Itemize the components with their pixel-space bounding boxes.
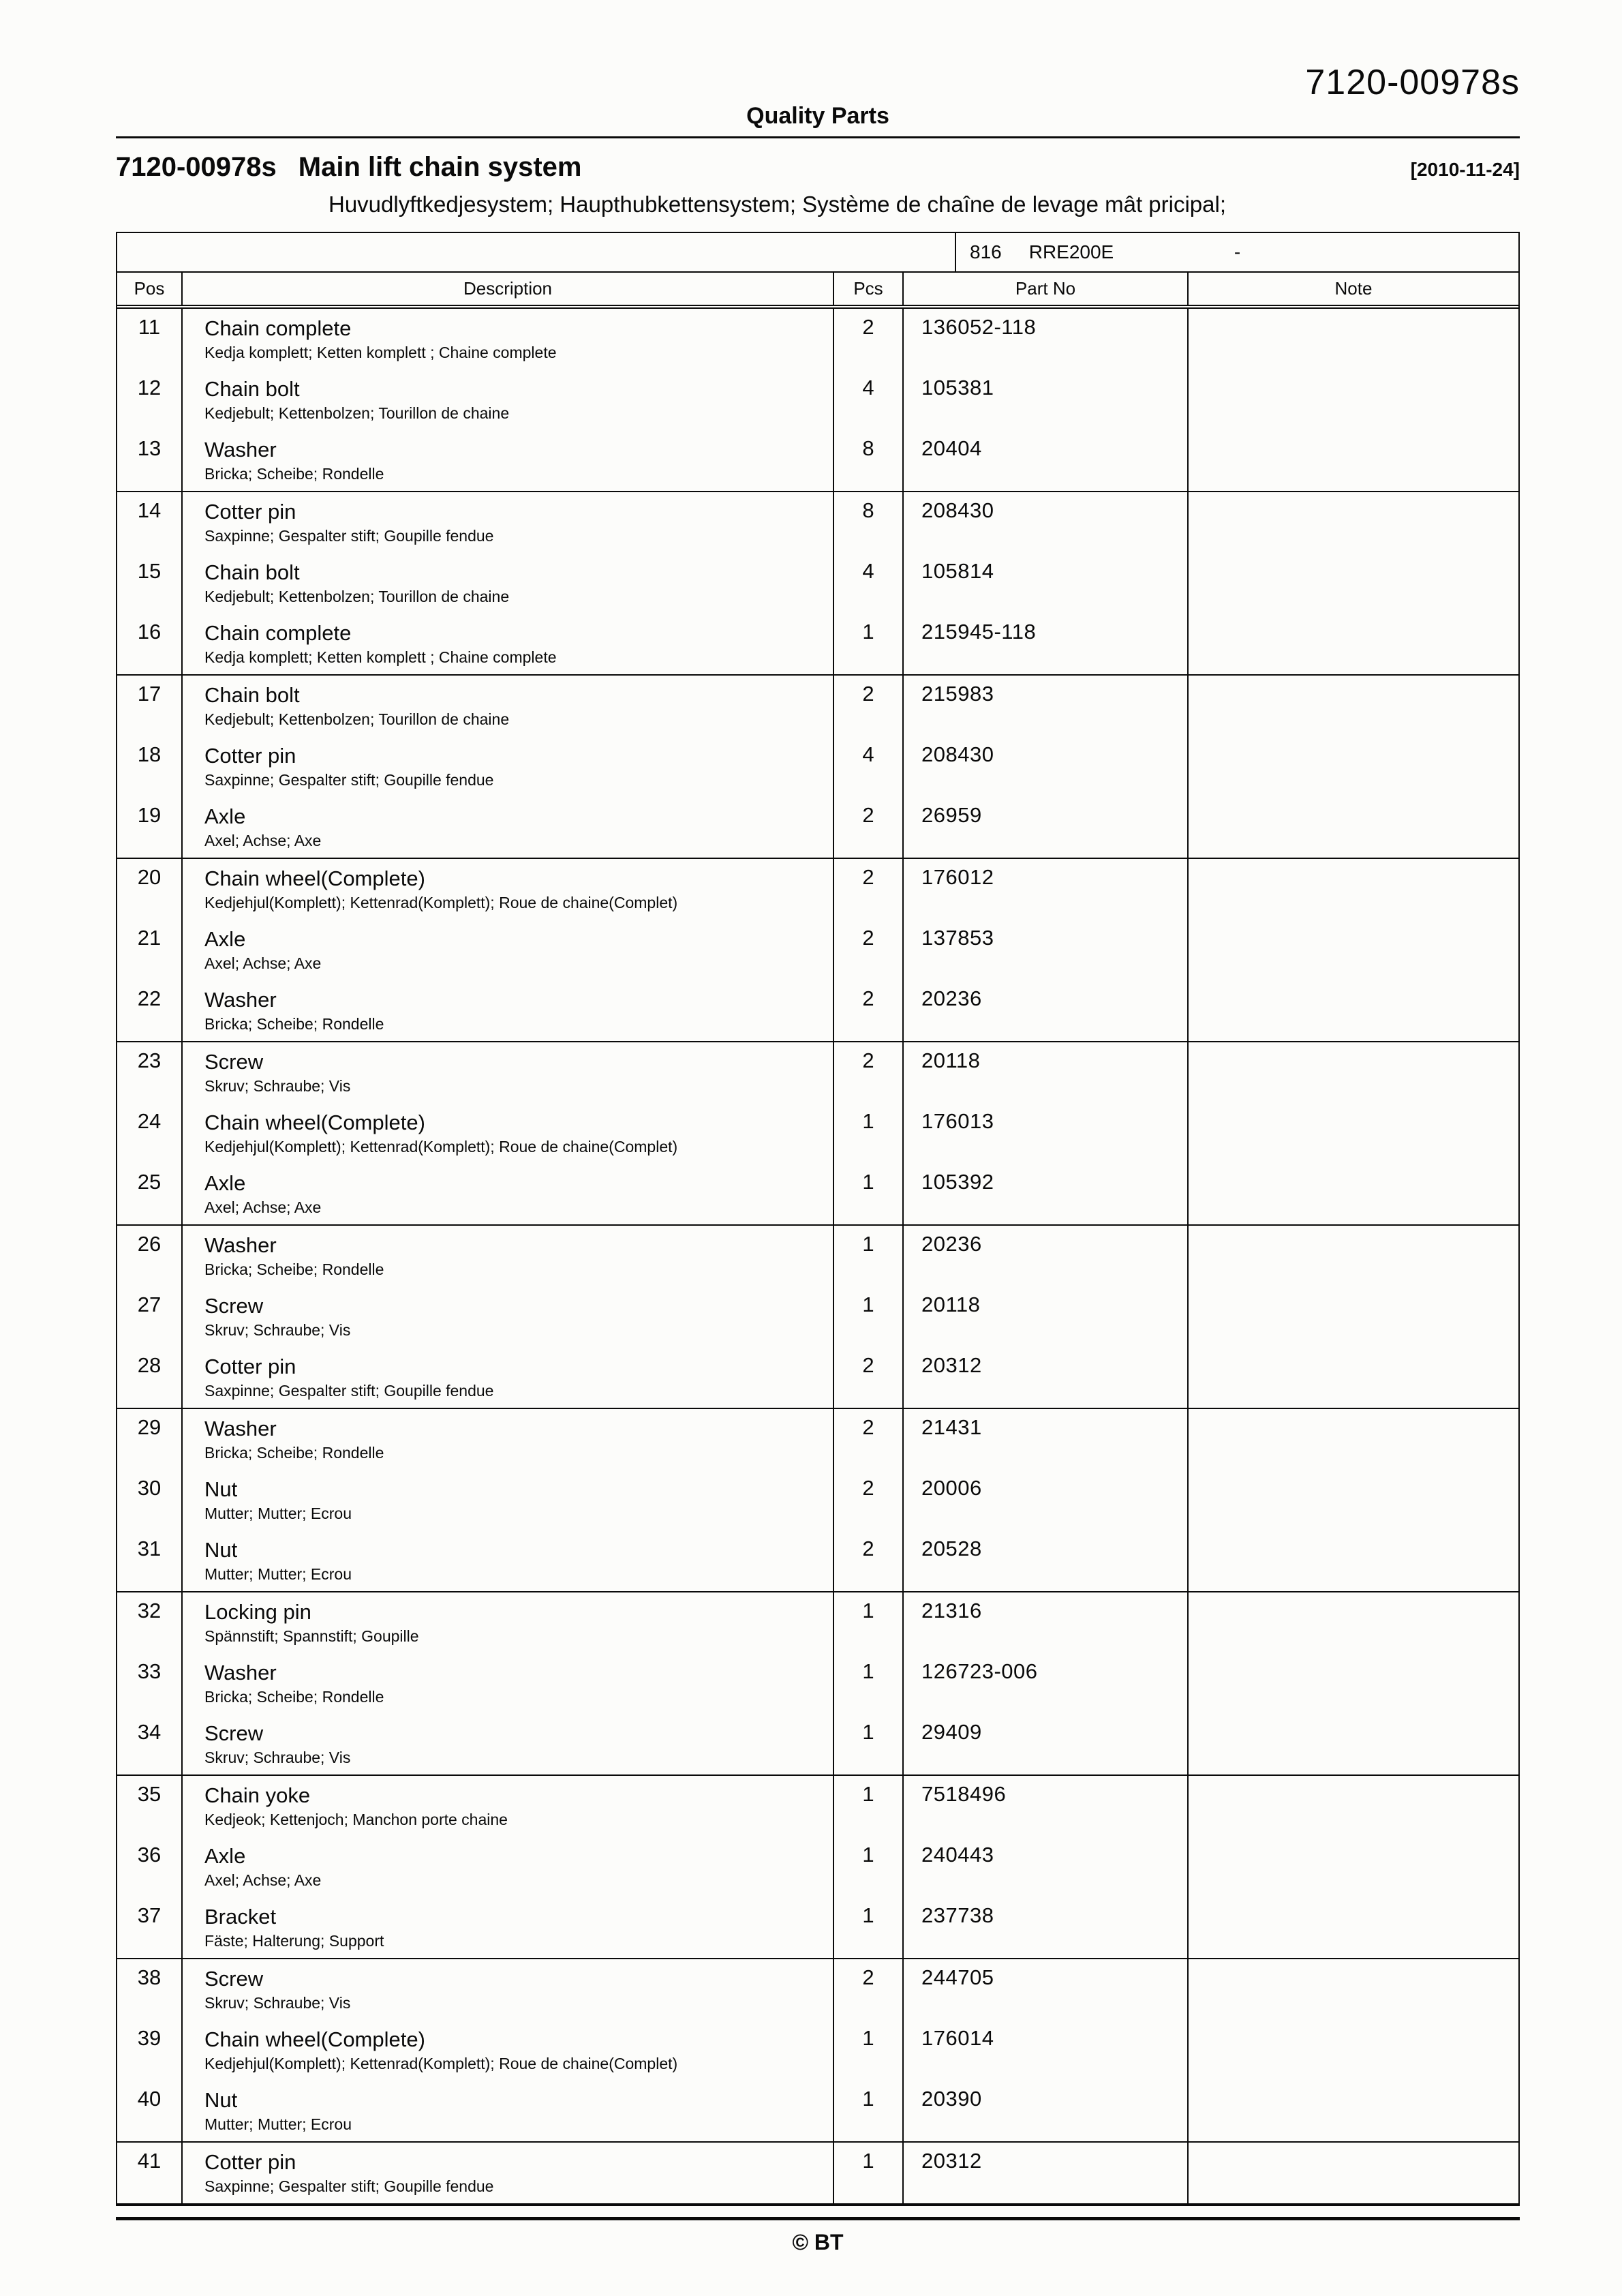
row-description-translations: Bricka; Scheibe; Rondelle xyxy=(204,1444,384,1462)
row-pos: 24 xyxy=(137,1109,162,1133)
row-note xyxy=(1188,1042,1518,1103)
row-description xyxy=(182,1286,833,1347)
row-pos: 22 xyxy=(117,980,182,1042)
row-description-translations: Axel; Achse; Axe xyxy=(204,832,322,849)
table-row xyxy=(117,1837,1518,1897)
row-pcs: 2 xyxy=(833,1042,903,1103)
header-rule xyxy=(116,136,1520,138)
row-pcs: 2 xyxy=(833,980,903,1042)
row-description xyxy=(182,1897,833,1959)
row-part-no: 7518496 xyxy=(903,1775,1188,1837)
row-pcs: 1 xyxy=(833,1897,903,1959)
page-content xyxy=(116,0,1520,2255)
row-description xyxy=(182,1470,833,1530)
row-pcs: 8 xyxy=(833,430,903,492)
row-description xyxy=(182,675,833,736)
row-pos: 26 xyxy=(137,1232,162,1256)
row-part-no: 20236 xyxy=(903,1225,1188,1286)
row-pos: 16 xyxy=(117,614,182,675)
row-pos: 28 xyxy=(117,1347,182,1408)
row-note xyxy=(1188,1714,1518,1775)
row-pcs: 1 xyxy=(833,1225,903,1286)
row-description-translations: Bricka; Scheibe; Rondelle xyxy=(204,1688,384,1706)
row-description-main: Nut xyxy=(204,2088,238,2112)
row-pos: 17 xyxy=(137,682,162,706)
row-description-main: Screw xyxy=(204,1967,264,1991)
row-pos: 27 xyxy=(137,1293,162,1316)
table-row xyxy=(117,1470,1518,1530)
row-part-no: 29409 xyxy=(903,1714,1188,1775)
row-description xyxy=(182,1530,833,1592)
row-pos: 34 xyxy=(117,1714,182,1775)
row-part-no: 237738 xyxy=(903,1897,1188,1959)
row-description xyxy=(182,430,833,492)
row-note xyxy=(1188,1775,1518,1837)
row-note xyxy=(1188,1530,1518,1592)
row-description-translations: Skruv; Schraube; Vis xyxy=(204,1321,351,1339)
row-description-main: Chain wheel(Complete) xyxy=(204,2027,425,2051)
row-part-no: 20236 xyxy=(903,980,1188,1042)
row-description-translations: Spännstift; Spannstift; Goupille xyxy=(204,1627,419,1645)
row-pos: 15 xyxy=(137,559,162,583)
row-pos: 32 xyxy=(137,1599,162,1622)
table-row xyxy=(117,920,1518,980)
row-pos: 39 xyxy=(137,2026,162,2050)
row-description-main: Chain complete xyxy=(204,316,352,340)
table-row xyxy=(117,1959,1518,2020)
multilingual-subtitle: Huvudlyftkedjesystem; Haupthubkettensystem; Système de chaîne de levage mât pricipal; xyxy=(328,192,1227,217)
row-note xyxy=(1188,492,1518,553)
row-note xyxy=(1188,307,1518,369)
row-part-no: 20006 xyxy=(903,1470,1188,1530)
row-note xyxy=(1188,614,1518,675)
row-description xyxy=(182,1164,833,1225)
row-part-no: 176014 xyxy=(903,2020,1188,2081)
row-description xyxy=(182,369,833,430)
parts-table-grid xyxy=(117,273,1518,2205)
table-header xyxy=(117,273,1518,307)
row-pcs: 2 xyxy=(833,1470,903,1530)
row-pcs: 4 xyxy=(833,736,903,797)
row-part-no: 20312 xyxy=(903,2142,1188,2204)
row-part-no: 215945-118 xyxy=(903,614,1188,675)
row-description-main: Axle xyxy=(204,1171,246,1195)
row-pos: 12 xyxy=(137,376,162,399)
row-description-translations: Mutter; Mutter; Ecrou xyxy=(204,1565,352,1583)
row-description-translations: Bricka; Scheibe; Rondelle xyxy=(204,1260,384,1278)
table-row xyxy=(117,2081,1518,2142)
table-row xyxy=(117,1653,1518,1714)
table-row xyxy=(117,1042,1518,1103)
row-description-main: Chain bolt xyxy=(204,683,300,707)
row-pcs: 2 xyxy=(833,1959,903,2020)
row-description-main: Washer xyxy=(204,438,277,462)
row-description-translations: Saxpinne; Gespalter stift; Goupille fendue xyxy=(204,771,494,789)
row-pcs: 1 xyxy=(833,1592,903,1653)
row-part-no: 105814 xyxy=(903,553,1188,614)
row-description xyxy=(182,2142,833,2204)
row-description-translations: Bricka; Scheibe; Rondelle xyxy=(204,465,384,483)
row-description-translations: Kedjehjul(Komplett); Kettenrad(Komplett); Roue de chaine(Complet) xyxy=(204,894,678,911)
row-pos: 35 xyxy=(137,1782,162,1806)
column-header-pos: Pos xyxy=(117,273,182,307)
row-description-main: Axle xyxy=(204,1844,246,1868)
title-row xyxy=(116,152,1520,183)
row-pos: 29 xyxy=(137,1415,162,1439)
row-pos: 33 xyxy=(137,1659,162,1683)
row-pcs: 2 xyxy=(833,1530,903,1592)
row-part-no: 21431 xyxy=(903,1408,1188,1470)
row-pcs: 8 xyxy=(833,492,903,553)
row-note xyxy=(1188,2142,1518,2204)
row-pos: 11 xyxy=(138,315,161,339)
table-row xyxy=(117,1592,1518,1653)
row-pos: 30 xyxy=(137,1476,162,1500)
row-description-main: Bracket xyxy=(204,1905,277,1929)
row-part-no: 176012 xyxy=(903,858,1188,920)
row-description-main: Chain bolt xyxy=(204,377,300,401)
row-pcs: 1 xyxy=(833,1286,903,1347)
row-description xyxy=(182,553,833,614)
row-pos: 36 xyxy=(137,1843,162,1867)
table-row xyxy=(117,858,1518,920)
row-note xyxy=(1188,1837,1518,1897)
table-row xyxy=(117,736,1518,797)
table-row xyxy=(117,614,1518,675)
row-description xyxy=(182,1837,833,1897)
row-note xyxy=(1188,2020,1518,2081)
row-part-no: 21316 xyxy=(903,1592,1188,1653)
row-note xyxy=(1188,369,1518,430)
row-pcs: 1 xyxy=(833,1653,903,1714)
row-description-main: Cotter pin xyxy=(204,2150,296,2174)
row-description xyxy=(182,858,833,920)
table-row xyxy=(117,1103,1518,1164)
row-description xyxy=(182,1653,833,1714)
document-number: 7120-00978s xyxy=(1305,63,1520,102)
row-description-main: Locking pin xyxy=(204,1600,311,1624)
row-description xyxy=(182,1775,833,1837)
row-description-main: Cotter pin xyxy=(204,1355,296,1378)
model-cell xyxy=(956,233,1518,271)
row-pos: 14 xyxy=(137,498,162,522)
row-note xyxy=(1188,1408,1518,1470)
row-description xyxy=(182,492,833,553)
row-part-no: 208430 xyxy=(903,492,1188,553)
row-note xyxy=(1188,1897,1518,1959)
row-description-translations: Skruv; Schraube; Vis xyxy=(204,1749,351,1766)
row-part-no: 20118 xyxy=(903,1042,1188,1103)
row-part-no: 136052-118 xyxy=(903,307,1188,369)
row-pos: 20 xyxy=(137,865,162,889)
row-pcs: 4 xyxy=(833,369,903,430)
row-description xyxy=(182,1225,833,1286)
table-row xyxy=(117,1286,1518,1347)
row-pos: 37 xyxy=(117,1897,182,1959)
row-description xyxy=(182,2081,833,2142)
row-description-translations: Saxpinne; Gespalter stift; Goupille fendue xyxy=(204,1382,494,1400)
copyright-notice: © BT xyxy=(792,2230,844,2254)
row-pcs: 1 xyxy=(833,2081,903,2142)
row-description xyxy=(182,614,833,675)
row-pcs: 1 xyxy=(833,1775,903,1837)
row-pos: 13 xyxy=(117,430,182,492)
row-description xyxy=(182,797,833,858)
row-note xyxy=(1188,1103,1518,1164)
row-pcs: 2 xyxy=(833,920,903,980)
row-description xyxy=(182,307,833,369)
row-part-no: 176013 xyxy=(903,1103,1188,1164)
table-row xyxy=(117,1897,1518,1959)
row-pcs: 1 xyxy=(833,2142,903,2204)
row-note xyxy=(1188,797,1518,858)
row-note xyxy=(1188,1653,1518,1714)
row-description-translations: Skruv; Schraube; Vis xyxy=(204,1994,351,2012)
parts-table-body xyxy=(117,307,1518,2204)
row-pos: 23 xyxy=(137,1048,162,1072)
table-row xyxy=(117,1775,1518,1837)
row-description-translations: Axel; Achse; Axe xyxy=(204,954,322,972)
row-pos: 38 xyxy=(137,1965,162,1989)
row-pos: 40 xyxy=(117,2081,182,2142)
table-row xyxy=(117,369,1518,430)
row-description-translations: Fäste; Halterung; Support xyxy=(204,1932,384,1950)
row-note xyxy=(1188,1592,1518,1653)
row-pos: 31 xyxy=(117,1530,182,1592)
row-part-no: 137853 xyxy=(903,920,1188,980)
row-description xyxy=(182,980,833,1042)
row-part-no: 215983 xyxy=(903,675,1188,736)
row-description-main: Chain wheel(Complete) xyxy=(204,866,425,890)
row-part-no: 20404 xyxy=(903,430,1188,492)
row-description-main: Washer xyxy=(204,988,277,1012)
row-pcs: 1 xyxy=(833,1837,903,1897)
row-note xyxy=(1188,430,1518,492)
row-part-no: 20528 xyxy=(903,1530,1188,1592)
row-description-main: Washer xyxy=(204,1233,277,1257)
row-note xyxy=(1188,980,1518,1042)
row-description-translations: Kedjebult; Kettenbolzen; Tourillon de chaine xyxy=(204,588,510,605)
row-note xyxy=(1188,1470,1518,1530)
model-row-spacer xyxy=(117,233,956,271)
row-part-no: 26959 xyxy=(903,797,1188,858)
column-header-description: Description xyxy=(182,273,833,307)
row-pos: 18 xyxy=(137,742,162,766)
row-description-translations: Mutter; Mutter; Ecrou xyxy=(204,1505,352,1522)
row-pcs: 2 xyxy=(833,1347,903,1408)
row-description-main: Nut xyxy=(204,1477,238,1501)
row-part-no: 126723-006 xyxy=(903,1653,1188,1714)
table-row xyxy=(117,1530,1518,1592)
row-description-main: Chain yoke xyxy=(204,1783,311,1807)
row-description xyxy=(182,1408,833,1470)
row-pcs: 1 xyxy=(833,1714,903,1775)
model-code: 816 xyxy=(970,241,1002,262)
row-pos: 41 xyxy=(117,2142,182,2204)
row-description-main: Screw xyxy=(204,1721,264,1745)
row-description-translations: Kedjebult; Kettenbolzen; Tourillon de chaine xyxy=(204,404,510,422)
row-part-no: 240443 xyxy=(903,1837,1188,1897)
table-row xyxy=(117,2020,1518,2081)
row-description xyxy=(182,1042,833,1103)
row-description-translations: Axel; Achse; Axe xyxy=(204,1871,322,1889)
quality-parts-label: Quality Parts xyxy=(746,103,889,129)
row-description xyxy=(182,1592,833,1653)
model-name: RRE200E xyxy=(1028,241,1114,262)
row-pcs: 4 xyxy=(833,553,903,614)
row-description-main: Washer xyxy=(204,1417,277,1440)
row-description-translations: Bricka; Scheibe; Rondelle xyxy=(204,1015,384,1033)
row-description-translations: Saxpinne; Gespalter stift; Goupille fendue xyxy=(204,527,494,545)
row-description xyxy=(182,2020,833,2081)
table-row xyxy=(117,797,1518,858)
row-pcs: 1 xyxy=(833,614,903,675)
row-description-main: Axle xyxy=(204,927,246,951)
table-row xyxy=(117,1714,1518,1775)
row-part-no: 20312 xyxy=(903,1347,1188,1408)
row-description-main: Screw xyxy=(204,1050,264,1074)
row-description xyxy=(182,736,833,797)
column-header-pcs: Pcs xyxy=(833,273,903,307)
row-part-no: 20390 xyxy=(903,2081,1188,2142)
table-row xyxy=(117,1164,1518,1225)
row-description-main: Axle xyxy=(204,804,246,828)
title-name: Main lift chain system xyxy=(298,152,582,182)
row-description xyxy=(182,1959,833,2020)
row-description xyxy=(182,1714,833,1775)
masthead xyxy=(116,0,1520,136)
page-title xyxy=(116,152,581,183)
table-row xyxy=(117,1347,1518,1408)
row-description-main: Chain complete xyxy=(204,621,352,645)
row-note xyxy=(1188,858,1518,920)
row-part-no: 20118 xyxy=(903,1286,1188,1347)
footer-rule xyxy=(116,2217,1520,2220)
revision-date: [2010-11-24] xyxy=(1410,159,1520,180)
row-note xyxy=(1188,920,1518,980)
row-pos: 21 xyxy=(137,926,162,950)
row-part-no: 105392 xyxy=(903,1164,1188,1225)
row-note xyxy=(1188,1347,1518,1408)
table-row xyxy=(117,553,1518,614)
table-row xyxy=(117,1408,1518,1470)
row-note xyxy=(1188,675,1518,736)
column-header-note: Note xyxy=(1188,273,1518,307)
model-header-row xyxy=(117,233,1518,273)
title-code: 7120-00978s xyxy=(116,152,277,182)
row-part-no: 208430 xyxy=(903,736,1188,797)
row-description xyxy=(182,1347,833,1408)
row-note xyxy=(1188,736,1518,797)
row-pos: 19 xyxy=(117,797,182,858)
row-description-translations: Kedjeok; Kettenjoch; Manchon porte chaine xyxy=(204,1811,508,1828)
row-description-translations: Kedjehjul(Komplett); Kettenrad(Komplett); Roue de chaine(Complet) xyxy=(204,1138,678,1155)
row-description-translations: Skruv; Schraube; Vis xyxy=(204,1077,351,1095)
table-row xyxy=(117,492,1518,553)
row-description-translations: Axel; Achse; Axe xyxy=(204,1198,322,1216)
row-note xyxy=(1188,1286,1518,1347)
row-pcs: 2 xyxy=(833,1408,903,1470)
table-row xyxy=(117,675,1518,736)
row-pos: 25 xyxy=(117,1164,182,1225)
row-description-translations: Kedja komplett; Ketten komplett ; Chaine complete xyxy=(204,648,557,666)
row-note xyxy=(1188,2081,1518,2142)
row-description-main: Screw xyxy=(204,1294,264,1318)
row-description-main: Chain wheel(Complete) xyxy=(204,1111,425,1134)
row-pcs: 2 xyxy=(833,858,903,920)
row-pcs: 1 xyxy=(833,2020,903,2081)
table-row xyxy=(117,1225,1518,1286)
table-row xyxy=(117,980,1518,1042)
row-note xyxy=(1188,553,1518,614)
row-note xyxy=(1188,1225,1518,1286)
model-dash: - xyxy=(1234,241,1241,262)
row-pcs: 2 xyxy=(833,675,903,736)
table-row xyxy=(117,430,1518,492)
row-pcs: 1 xyxy=(833,1103,903,1164)
row-description-main: Cotter pin xyxy=(204,744,296,768)
table-row xyxy=(117,2142,1518,2204)
column-header-part-no: Part No xyxy=(903,273,1188,307)
row-pcs: 2 xyxy=(833,307,903,369)
table-row xyxy=(117,307,1518,369)
row-description-main: Washer xyxy=(204,1661,277,1685)
parts-table xyxy=(116,232,1520,2206)
row-description-translations: Saxpinne; Gespalter stift; Goupille fendue xyxy=(204,2177,494,2195)
row-description-translations: Kedjebult; Kettenbolzen; Tourillon de chaine xyxy=(204,710,510,728)
row-description-translations: Kedjehjul(Komplett); Kettenrad(Komplett); Roue de chaine(Complet) xyxy=(204,2055,678,2072)
row-pcs: 1 xyxy=(833,1164,903,1225)
row-description xyxy=(182,920,833,980)
row-part-no: 244705 xyxy=(903,1959,1188,2020)
row-description-main: Cotter pin xyxy=(204,500,296,524)
row-description-main: Nut xyxy=(204,1538,238,1562)
row-description-translations: Kedja komplett; Ketten komplett ; Chaine complete xyxy=(204,344,557,361)
row-description-translations: Mutter; Mutter; Ecrou xyxy=(204,2115,352,2133)
row-note xyxy=(1188,1959,1518,2020)
column-header-row xyxy=(117,273,1518,307)
row-note xyxy=(1188,1164,1518,1225)
row-pcs: 2 xyxy=(833,797,903,858)
row-description-main: Chain bolt xyxy=(204,560,300,584)
row-part-no: 105381 xyxy=(903,369,1188,430)
row-description xyxy=(182,1103,833,1164)
